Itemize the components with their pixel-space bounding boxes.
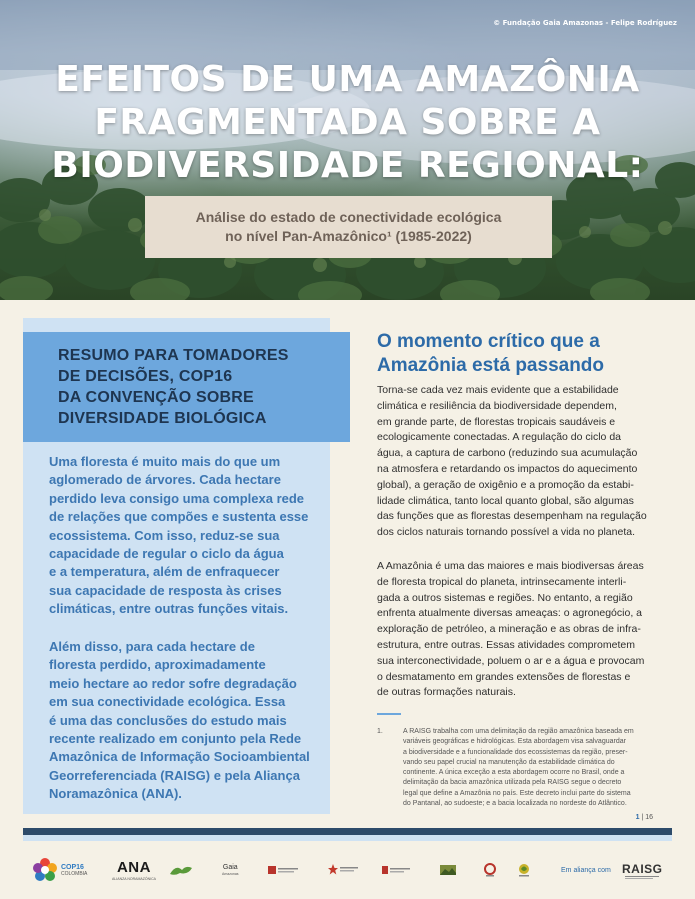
- text-line: floresta perdido, aproximadamente: [49, 657, 266, 673]
- footer-band-light: [23, 835, 672, 841]
- partner-leaf-logo: [168, 848, 194, 892]
- subtitle-line: no nível Pan-Amazônico¹ (1985-2022): [225, 228, 472, 244]
- text-line: lidade climática, tanto local quanto global, são algumas: [377, 494, 634, 507]
- text-line: em grande parte, de florestas tropicais saudáveis e: [377, 415, 616, 428]
- text-line: de outras formações naturais.: [377, 686, 516, 699]
- text-line: do Pantanal, ao sudoeste; e a bacia localizada no nordeste do Atlântico.: [403, 800, 627, 808]
- text-line: e a temperatura, além de enfraquecer: [49, 564, 280, 580]
- summary-title-line: DIVERSIDADE BIOLÓGICA: [58, 410, 267, 427]
- text-line: Georreferenciada (RAISG) e pela Aliança: [49, 767, 300, 783]
- text-line: climática e resiliência da biodiversidade dependem,: [377, 399, 617, 412]
- article-paragraph-1: [377, 383, 677, 541]
- article-paragraph-2: [377, 559, 677, 701]
- text-line: capacidade de regular o ciclo da água: [49, 546, 284, 562]
- raisg-underline-icon: [625, 876, 659, 879]
- text-line: de floresta tropical do planeta, intrinsecamente interli-: [377, 575, 627, 588]
- partner-landscape-logo: [440, 848, 456, 892]
- page-current: 1: [635, 814, 640, 821]
- hero-banner: [0, 0, 695, 300]
- text-line: Noramazônica (ANA).: [49, 786, 182, 802]
- summary-title-line: RESUMO PARA TOMADORES: [58, 347, 289, 364]
- footnote-number: 1.: [377, 728, 383, 735]
- title-line: BIODIVERSIDADE REGIONAL:: [51, 145, 644, 186]
- text-line: o desmatamento em grandes extensões de florestas e: [377, 670, 631, 683]
- summary-title: [58, 345, 350, 429]
- text-line: recente realizado em conjunto pela Rede: [49, 731, 302, 747]
- alliance-label: [561, 848, 611, 892]
- summary-title-line: DA CONVENÇÃO SOBRE: [58, 389, 254, 406]
- text-line: sua interconectividade, poluem o ar e a água e provocam: [377, 654, 645, 667]
- text-line: é uma das conclusões do estudo mais: [49, 712, 287, 728]
- partner-logos: [0, 848, 695, 894]
- gaia-sub: Amazonas: [222, 871, 239, 876]
- yellow-leaf-icon: [516, 863, 532, 877]
- ana-sub: ALIANZA NORAMAZÓNICA: [112, 876, 156, 881]
- partner-ibc-logo: [382, 848, 410, 892]
- cop16-flower-icon: [32, 857, 58, 883]
- footnote-divider: [377, 713, 401, 715]
- partner-red-logo: [268, 848, 298, 892]
- text-line: enfrenta atualmente diversas ameaças: o agronegócio, a: [377, 607, 642, 620]
- raisg-label: RAISG: [622, 861, 663, 876]
- text-line: ecologicamente conectadas. A regulação do ciclo da: [377, 431, 621, 444]
- text-line: Além disso, para cada hectare de: [49, 639, 255, 654]
- text-line: Amazônica de Informação Socioambiental: [49, 749, 310, 765]
- text-line: global), a geração de oxigênio e a promoção da estabi-: [377, 478, 634, 491]
- text-line: meio hectare ao redor sofre degradação: [49, 675, 297, 691]
- text-line: continente. A única exceção a esta abordagem ocorre no Brasil, onde a: [403, 769, 625, 777]
- text-line: Uma floresta é muito mais do que um: [49, 454, 281, 469]
- section-heading: [377, 330, 667, 378]
- text-line: em sua conectividade ecológica. Essa: [49, 694, 286, 710]
- cop16-label: COP16: [61, 863, 84, 871]
- text-line: ecossistema. Com isso, reduz-se sua: [49, 527, 280, 543]
- photo-credit: © Fundação Gaia Amazonas - Felipe Rodríguez: [493, 19, 677, 27]
- raisg-logo: [622, 848, 663, 892]
- subtitle-box: [145, 196, 552, 258]
- summary-paragraph-1: [49, 453, 311, 619]
- gaia-logo: [222, 848, 239, 892]
- text-line: das funções que as florestas desempenham na regulação: [377, 510, 647, 523]
- subtitle: [196, 208, 502, 246]
- text-line: delimitação da bacia amazônica utilizada pela RAISG segue o decreto: [403, 779, 622, 787]
- partner-star-logo: [328, 848, 358, 892]
- page-number: [636, 814, 653, 821]
- cop16-sub: COLOMBIA: [61, 870, 88, 877]
- text-line: na atmosfera e retardando os impactos do aquecimento: [377, 462, 638, 475]
- gaia-label: Gaia: [222, 863, 238, 871]
- text-line: dos ciclos naturais tornando possível a vida no planeta.: [377, 526, 635, 539]
- text-line: legal que define a Amazônia no país. Este decreto inclui parte do sistema: [403, 789, 631, 797]
- text-line: gada a outros sistemas e regiões. No entanto, a região: [377, 591, 633, 604]
- leaf-icon: [168, 864, 194, 876]
- red-mark-icon: [382, 865, 410, 875]
- cop16-logo: [32, 848, 87, 892]
- alliance-text: Em aliança com: [561, 866, 611, 874]
- text-line: A Amazônia é uma das maiores e mais biodiversas áreas: [377, 560, 644, 572]
- text-line: vando seu papel crucial na manutenção da estabilidade climática do: [403, 758, 615, 766]
- text-line: perdido leva consigo uma complexa rede: [49, 490, 305, 506]
- text-line: água, a captura de carbono (reduzindo sua acumulação: [377, 447, 638, 460]
- ana-logo: [112, 848, 156, 892]
- red-star-icon: [328, 864, 358, 876]
- summary-title-line: DE DECISÕES, COP16: [58, 368, 233, 385]
- red-square-icon: [268, 865, 298, 875]
- text-line: A RAISG trabalha com uma delimitação da região amazônica baseada em: [403, 728, 634, 735]
- text-line: sua capacidade de resposta às crises: [49, 582, 282, 598]
- heading-line: O momento crítico que a: [377, 331, 600, 352]
- landscape-icon: [440, 865, 456, 875]
- page-title: [0, 58, 695, 187]
- summary-paragraph-2: [49, 638, 311, 804]
- text-line: variáveis geográficas e hidrológicas. Esta abordagem visa salvaguardar: [403, 738, 626, 746]
- text-line: a biodiversidade e a funcionalidade dos ecossistemas da região, preser-: [403, 748, 628, 756]
- title-line: FRAGMENTADA SOBRE A: [94, 102, 601, 143]
- page-separator: |: [639, 814, 646, 821]
- text-line: climáticas, entre outras funções vitais.: [49, 601, 289, 617]
- summary-heading-box: [23, 332, 350, 442]
- text-line: estrutura, entre outras. Essas atividades comprometem: [377, 638, 635, 651]
- text-line: aglomerado de árvores. Cada hectare: [49, 472, 281, 488]
- title-line: EFEITOS DE UMA AMAZÔNIA: [55, 59, 640, 100]
- footer-band-dark: [23, 828, 672, 835]
- heading-line: Amazônia está passando: [377, 355, 605, 376]
- subtitle-line: Análise do estado de conectividade ecológica: [195, 209, 502, 225]
- footnote: [377, 727, 679, 809]
- text-line: exploração de petróleo, a mineração e as obras de infra-: [377, 623, 641, 636]
- red-circle-icon: [484, 863, 496, 877]
- page-total: 16: [645, 814, 653, 821]
- footnote-text: [403, 727, 679, 809]
- text-line: Torna-se cada vez mais evidente que a estabilidade: [377, 384, 619, 396]
- ana-label: ANA: [116, 858, 151, 876]
- partner-yellow-logo: [516, 848, 532, 892]
- partner-circle-logo: [484, 848, 496, 892]
- text-line: de relações que compões e sustenta esse: [49, 509, 309, 525]
